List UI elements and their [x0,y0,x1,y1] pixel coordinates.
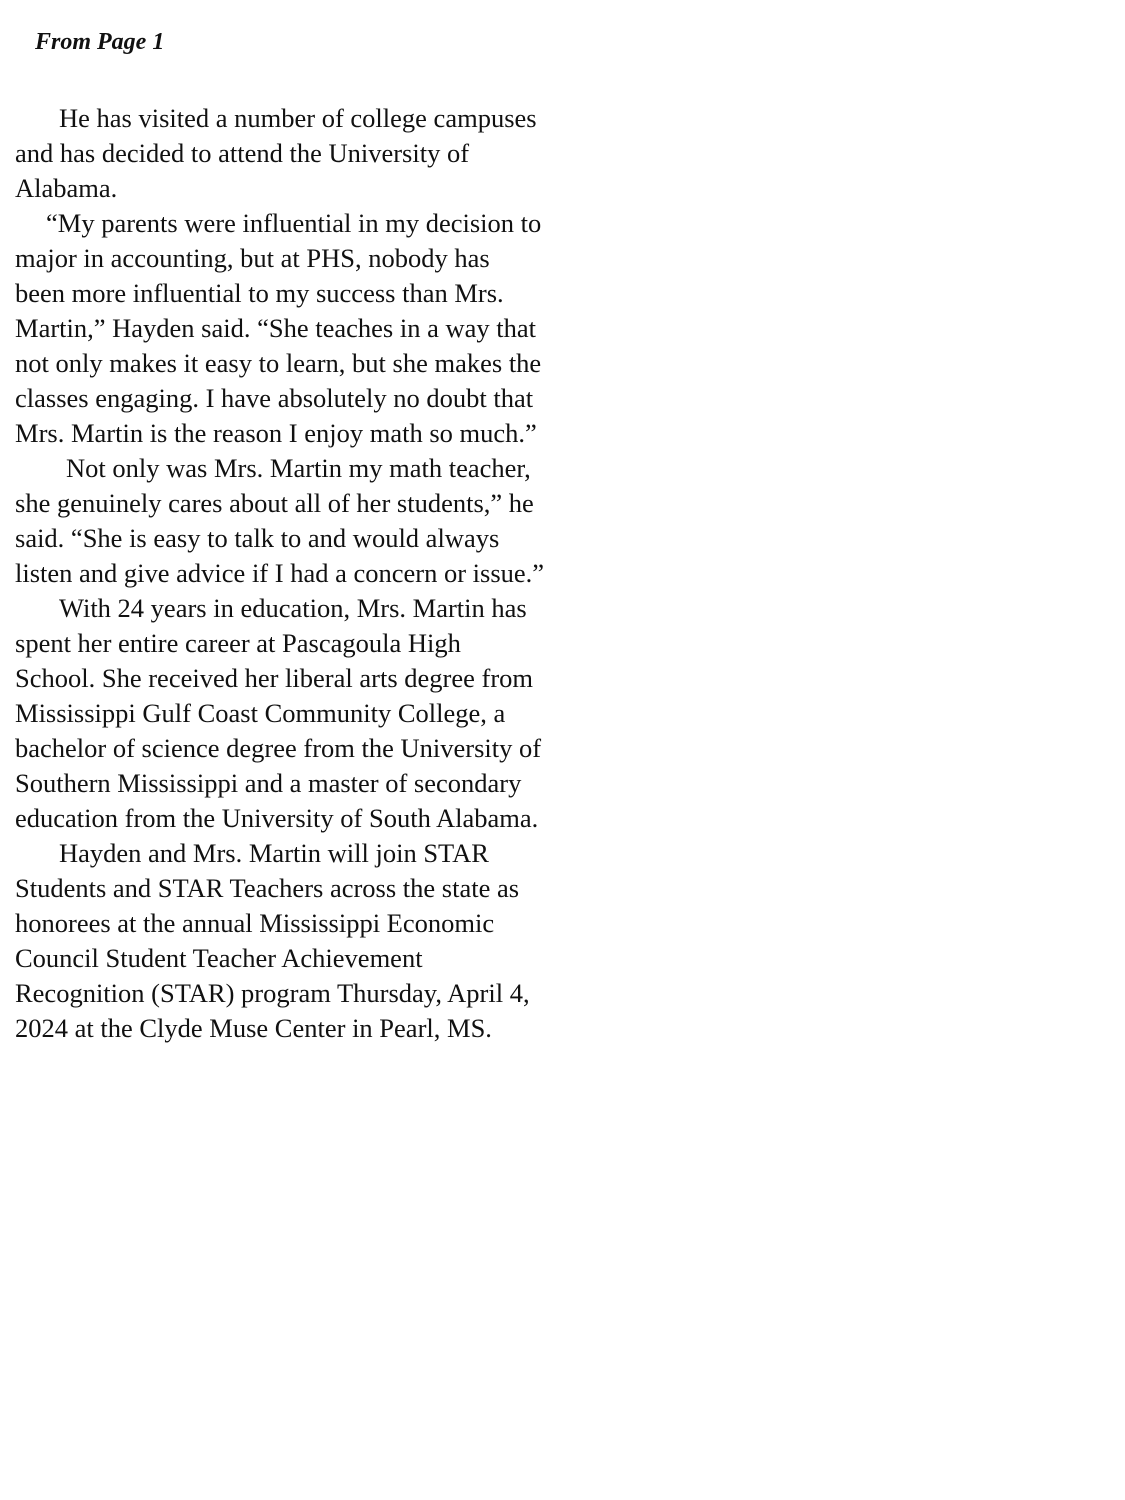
text-line: With 24 years in education, Mrs. Martin has [59,593,527,623]
paragraph [15,101,544,206]
text-line: Mississippi Gulf Coast Community College, a [15,698,506,728]
text-line: Hayden and Mrs. Martin will join STAR [59,838,489,868]
text-line: Students and STAR Teachers across the state as [15,873,520,903]
text-line: she genuinely cares about all of her students,” he [15,488,534,518]
text-line: Recognition (STAR) program Thursday, April 4, [15,978,530,1008]
text-line: Council Student Teacher Achievement [15,943,423,973]
text-line: bachelor of science degree from the University of [15,733,542,763]
text-line: major in accounting, but at PHS, nobody has [15,243,490,273]
paragraph [15,451,544,591]
paragraph [15,206,544,451]
text-line: been more influential to my success than Mrs. [15,278,504,308]
continuation-header: From Page 1 [35,29,165,55]
paragraph [15,836,544,1046]
article-body [15,101,544,1046]
text-line: not only makes it easy to learn, but she makes the [15,348,542,378]
text-line: spent her entire career at Pascagoula High [15,628,461,658]
text-line: listen and give advice if I had a concern or issue.” [15,558,545,588]
text-line: said. “She is easy to talk to and would always [15,523,500,553]
text-line: honorees at the annual Mississippi Economic [15,908,495,938]
text-line: Mrs. Martin is the reason I enjoy math so much.” [15,418,537,448]
text-line: “My parents were influential in my decision to [46,208,542,238]
text-line: education from the University of South Alabama. [15,803,539,833]
text-line: Not only was Mrs. Martin my math teacher, [66,453,531,483]
text-line: and has decided to attend the University of [15,138,470,168]
text-line: Alabama. [15,173,118,203]
text-line: He has visited a number of college campuses [59,103,537,133]
text-line: School. She received her liberal arts degree from [15,663,534,693]
text-line: classes engaging. I have absolutely no doubt that [15,383,534,413]
text-line: 2024 at the Clyde Muse Center in Pearl, MS. [15,1013,492,1043]
text-line: Martin,” Hayden said. “She teaches in a way that [15,313,536,343]
text-line: Southern Mississippi and a master of secondary [15,768,522,798]
paragraph [15,591,544,836]
